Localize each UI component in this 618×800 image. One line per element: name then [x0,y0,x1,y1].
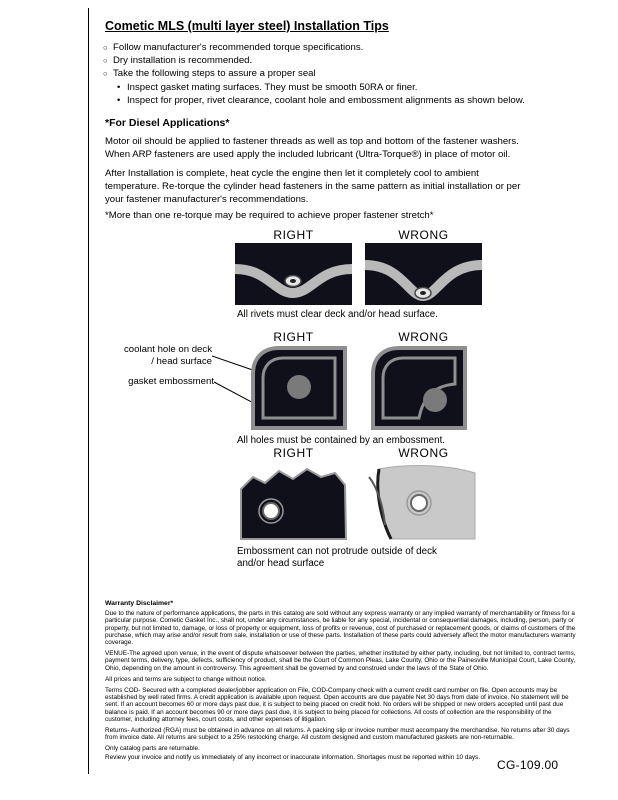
list-item-text: Dry installation is recommended. [113,55,253,67]
rivet-clearance-right-diagram [235,243,352,305]
gasket-body [241,469,346,539]
row3-caption: Embossment can not protrude outside of deck and/or head surface [237,546,437,569]
right-column-header: RIGHT [273,330,314,344]
wrong-column-header: WRONG [398,446,449,460]
diesel-paragraph-1: Motor oil should be applied to fastener threads as well as top and bottom of the fastener washers. When ARP fasteners are used apply the included lubricant (Ultra-Torque®) in place of motor oil. [105,136,519,160]
rivet-center [290,279,296,283]
list-item-text: Follow manufacturer's recommended torque specifications. [113,42,364,53]
dot-bullet-icon: • [117,94,121,106]
list-item [103,41,563,54]
coolant-hole [287,375,311,399]
row1-caption: All rivets must clear deck and/or head surface. [237,309,438,320]
document-code: CG-109.00 [497,758,559,772]
retorque-note: *More than one re-torque may be required to achieve proper fastener stretch* [105,210,434,221]
warranty-paragraph: Terms COD- Secured with a completed dealer/jobber application on File, COD-Company check with a current credit card number on file. Open accounts may be established by well rated firms. A credit application is available upon request. Open accounts are due payable Net 30 days from date of invoice. No statement will be sent. If an account becomes 60 or more days past due, it is subject to being placed on credit hold. No orders will be shipped or new orders accepted until past due balance is paid. If an account becomes 90 or more days past due, it is subject to being placed for collections. All costs of collection are the responsibility of the customer, including attorney fees, court costs, and other expenses of litigation. [105,687,569,723]
embossment-containment-wrong-diagram [369,344,469,432]
list-item [103,54,563,67]
diesel-paragraph-2: After Installation is complete, heat cycle the engine then let it completely cool to ambient temperature. Re-torque the cylinder head fasteners in the same pattern as initial installation or per your fastener manufacturer's recommendations. [105,168,521,205]
list-item-text: Inspect gasket mating surfaces. They must be smooth 50RA or finer. [127,81,418,93]
list-item [103,67,563,80]
embossment-containment-right-diagram [249,344,349,432]
page-title: Cometic MLS (multi layer steel) Installation Tips [105,19,389,33]
list-sub-item [103,81,563,94]
warranty-heading: Warranty Disclaimer* [105,600,174,607]
diesel-applications-heading: *For Diesel Applications* [105,117,230,129]
wrong-column-header: WRONG [398,330,449,344]
bolt-hole [263,503,279,519]
warranty-paragraph: Only catalog parts are returnable. [105,745,200,753]
row2-caption: All holes must be contained by an embossment. [237,435,446,446]
warranty-paragraph: Due to the nature of performance applications, the parts in this catalog are sold without any express warranty or any implied warranty of merchantability or fitness for a particular purpose. Cometic Gasket Inc., shall not, under any circumstances, be liable for any special, incidental or consequential damages, including, person, party or property, but not limited to, damage, or loss of property or equipment, loss of profits or revenue, cost of purchased or replacement goods, or claims of customers of the purchase, which may arise and/or result from sale, installation or use of these parts. Installation of these parts could adversely affect the motor manufacturers warranty coverage. [105,610,576,647]
list-sub-item [103,94,563,107]
list-item-text: Inspect for proper, rivet clearance, coolant hole and embossment alignments as shown below. [127,94,525,106]
warranty-disclaimer-section [105,600,579,765]
wrong-column-header: WRONG [398,228,449,242]
left-margin-rule [88,8,89,774]
installation-tips-list [103,41,563,107]
coolant-hole [423,388,447,412]
bolt-hole [411,495,427,511]
open-circle-bullet-icon: ○ [103,43,108,52]
rivet-clearance-wrong-diagram [365,243,482,305]
open-circle-bullet-icon: ○ [103,56,108,66]
warranty-paragraph: Returns- Authorized (RGA) must be obtained in advance on all returns. A packing slip or invoice number must accompany the merchandise. No returns after 30 days from invoice date. All returns are subject to a 25% restocking charge. All custom designed and custom manufactured gaskets are non-returnable. [105,727,570,742]
dot-bullet-icon: • [117,81,121,93]
rivet-center [420,291,426,295]
embossment-protrusion-right-diagram [235,461,352,543]
right-column-header: RIGHT [273,228,314,242]
embossment-protrusion-wrong-diagram [365,461,482,543]
coolant-hole-label: coolant hole on deck / head surface [123,344,212,367]
warranty-paragraph: All prices and terms are subject to change without notice. [105,675,267,683]
gasket-embossment-label: gasket embossment [128,376,214,387]
right-column-header: RIGHT [273,446,314,460]
warranty-paragraph: Review your invoice and notify us immediately of any incorrect or inaccurate information. Shortages must be reported within 10 days. [105,753,481,761]
warranty-paragraph: VENUE-The agreed upon venue, in the event of dispute whatsoever between the parties, whether instituted by either party, including, but not limited to, contract terms, payment terms, delivery, type, defects, sufficiency of product, shall be the Court of Common Pleas, Lake County, Ohio or the Painesville Municipal Court, Lake County, Ohio, depending on the amount in controversy. This agreement shall be governed by and construed under the laws of the State of Ohio. [105,650,576,672]
list-item-text: Take the following steps to assure a proper seal [113,68,316,80]
open-circle-bullet-icon: ○ [103,69,108,79]
